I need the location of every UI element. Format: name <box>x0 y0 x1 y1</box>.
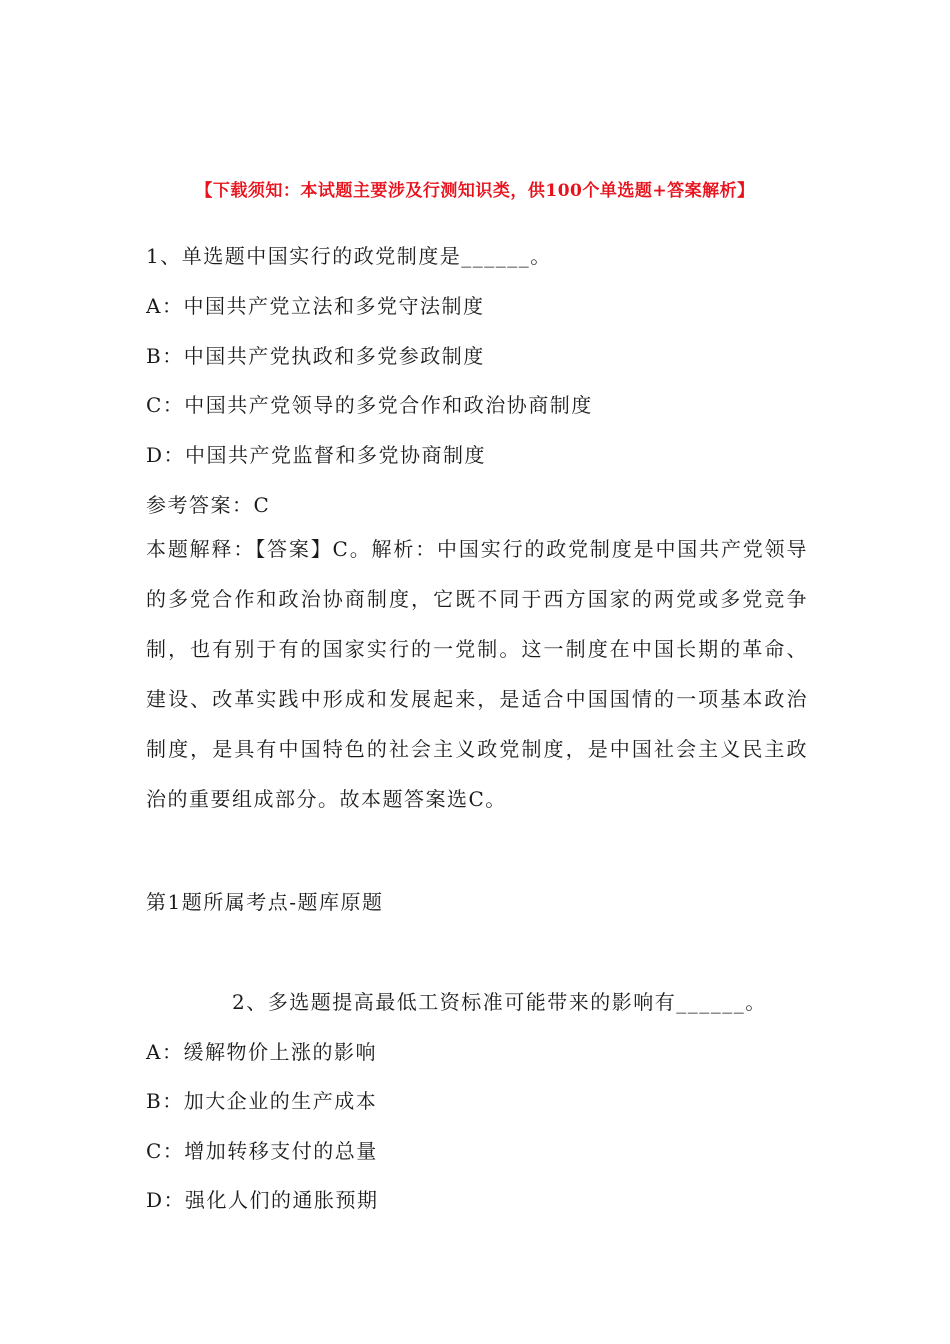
q1-option-d: D：中国共产党监督和多党协商制度 <box>146 443 487 467</box>
q1-explanation: 本题解释：【答案】C。解析：中国实行的政党制度是中国共产党领导的多党合作和政治协商制度，它既不同于西方国家的两党或多党竞争制，也有别于有的国家实行的一党制。这一制度在中国长期的革命、建设、改革实践中形成和发展起来，是适合中国国情的一项基本政治制度，是具有中国特色的社会主义政党制度，是中国社会主义民主政治的重要组成部分。故本题答案选C。 <box>146 537 808 811</box>
q2-option-d: D：强化人们的通胀预期 <box>146 1188 379 1212</box>
q1-topic: 第1题所属考点-题库原题 <box>146 890 384 914</box>
q1-answer: 参考答案：C <box>146 493 271 517</box>
q2-stem: 2、多选题提高最低工资标准可能带来的影响有______。 <box>232 990 767 1014</box>
q2-option-c: C：增加转移支付的总量 <box>146 1139 378 1163</box>
q2-option-a: A：缓解物价上涨的影响 <box>146 1040 377 1064</box>
q1-option-a: A：中国共产党立法和多党守法制度 <box>146 294 485 318</box>
q2-option-b: B：加大企业的生产成本 <box>146 1089 378 1113</box>
download-notice: 【下载须知：本试题主要涉及行测知识类，供100个单选题+答案解析】 <box>195 181 755 201</box>
q1-option-b: B：中国共产党执政和多党参政制度 <box>146 344 485 368</box>
q1-stem: 1、单选题中国实行的政党制度是______。 <box>146 244 552 268</box>
q1-option-c: C：中国共产党领导的多党合作和政治协商制度 <box>146 393 593 417</box>
